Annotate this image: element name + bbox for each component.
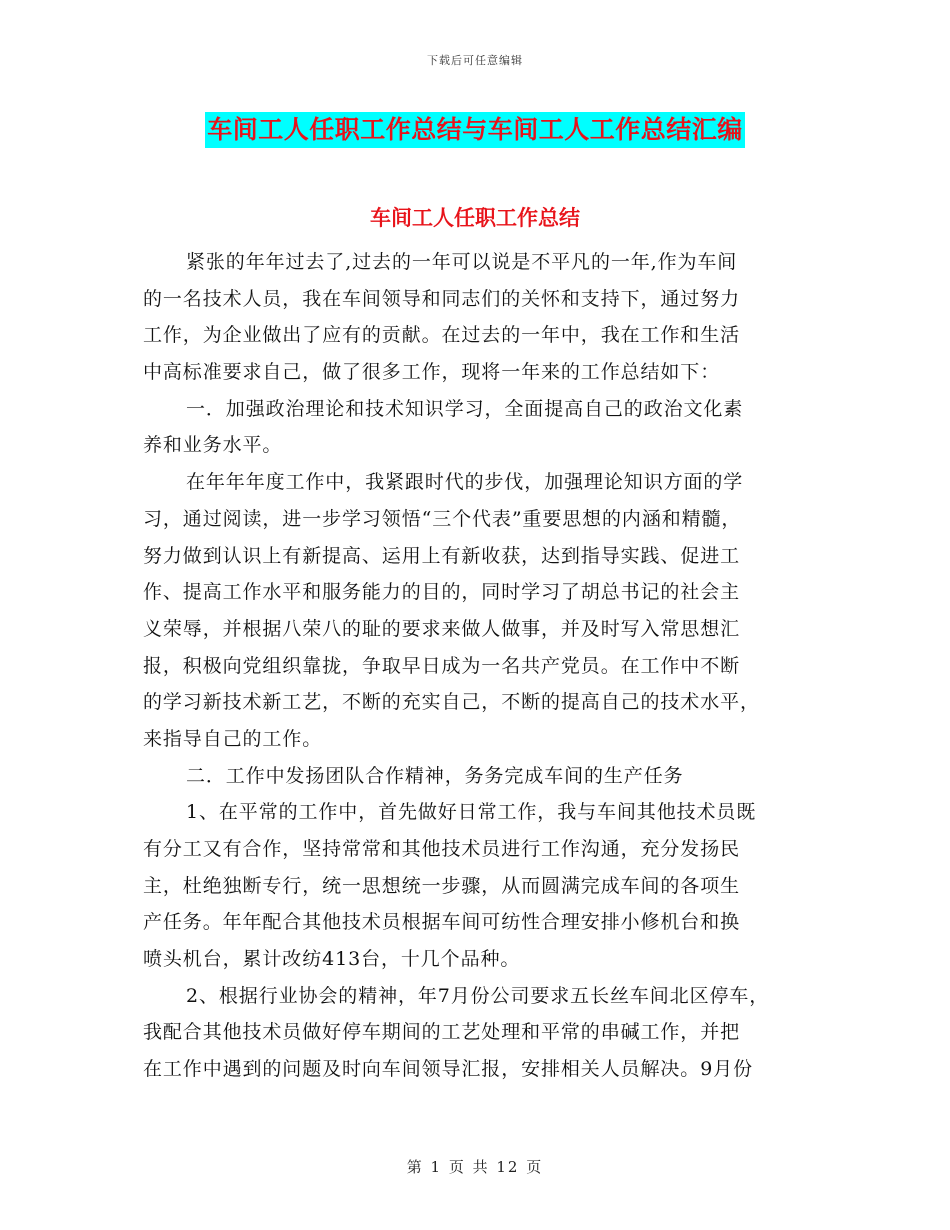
paragraph-line: 有分工又有合作，坚持常常和其他技术员进行工作沟通，充分发扬民 [143,838,741,860]
document-body [143,244,818,1088]
document-main-title: 车间工人任职工作总结与车间工人工作总结汇编 [205,112,745,148]
paragraph-line: 在工作中遇到的问题及时向车间领导汇报，安排相关人员解决。9月份 [143,1058,753,1081]
page-number-footer: 第 1 页 共 12 页 [406,1158,544,1176]
paragraph-line: 报，积极向党组织靠拢，争取早日成为一名共产党员。在工作中不断 [143,654,741,677]
heading-line: 一．加强政治理论和技术知识学习，全面提高自己的政治文化素 [186,397,744,420]
paragraph-line: 主，杜绝独断专行，统一思想统一步骤，从而圆满完成车间的各项生 [143,874,741,897]
paragraph-line: 在年年年度工作中，我紧跟时代的步伐，加强理论知识方面的学 [186,471,744,494]
heading-line: 二．工作中发扬团队合作精神，务务完成车间的生产任务 [186,764,684,787]
section-title: 车间工人任职工作总结 [370,206,580,230]
paragraph-line: 努力做到认识上有新提高、运用上有新收获，达到指导实践、促进工 [143,544,741,567]
paragraph-line: 喷头机台，累计改纺413台，十几个品种。 [143,948,521,971]
paragraph-line: 义荣辱，并根据八荣八的耻的要求来做人做事，并及时写入常思想汇 [143,617,741,640]
paragraph-line: 我配合其他技术员做好停车期间的工艺处理和平常的串碱工作，并把 [143,1021,741,1044]
paragraph-line: 2、根据行业协会的精神，年7月份公司要求五长丝车间北区停车， [186,984,770,1007]
paragraph-line: 中高标准要求自己，做了很多工作，现将一年来的工作总结如下： [143,361,721,384]
main-title-container [0,112,950,148]
paragraph-line: 紧张的年年过去了,过去的一年可以说是不平凡的一年,作为车间 [186,251,738,273]
paragraph-line: 习，通过阅读，进一步学习领悟“三个代表”重要思想的内涵和精髓， [143,507,742,530]
paragraph-line: 1、在平常的工作中，首先做好日常工作，我与车间其他技术员既 [186,801,757,824]
page-header-note: 下载后可任意编辑 [427,54,523,67]
heading-line: 养和业务水平。 [143,434,283,457]
paragraph-line: 工作，为企业做出了应有的贡献。在过去的一年中，我在工作和生活 [143,324,741,347]
paragraph-line: 的学习新技术新工艺，不断的充实自己，不断的提高自己的技术水平， [143,691,760,714]
paragraph-line: 产任务。年年配合其他技术员根据车间可纺性合理安排小修机台和换 [143,911,741,934]
paragraph-line: 作、提高工作水平和服务能力的目的，同时学习了胡总书记的社会主 [143,581,741,604]
paragraph-line: 的一名技术人员，我在车间领导和同志们的关怀和支持下，通过努力 [143,287,741,310]
paragraph-line: 来指导自己的工作。 [143,727,323,750]
